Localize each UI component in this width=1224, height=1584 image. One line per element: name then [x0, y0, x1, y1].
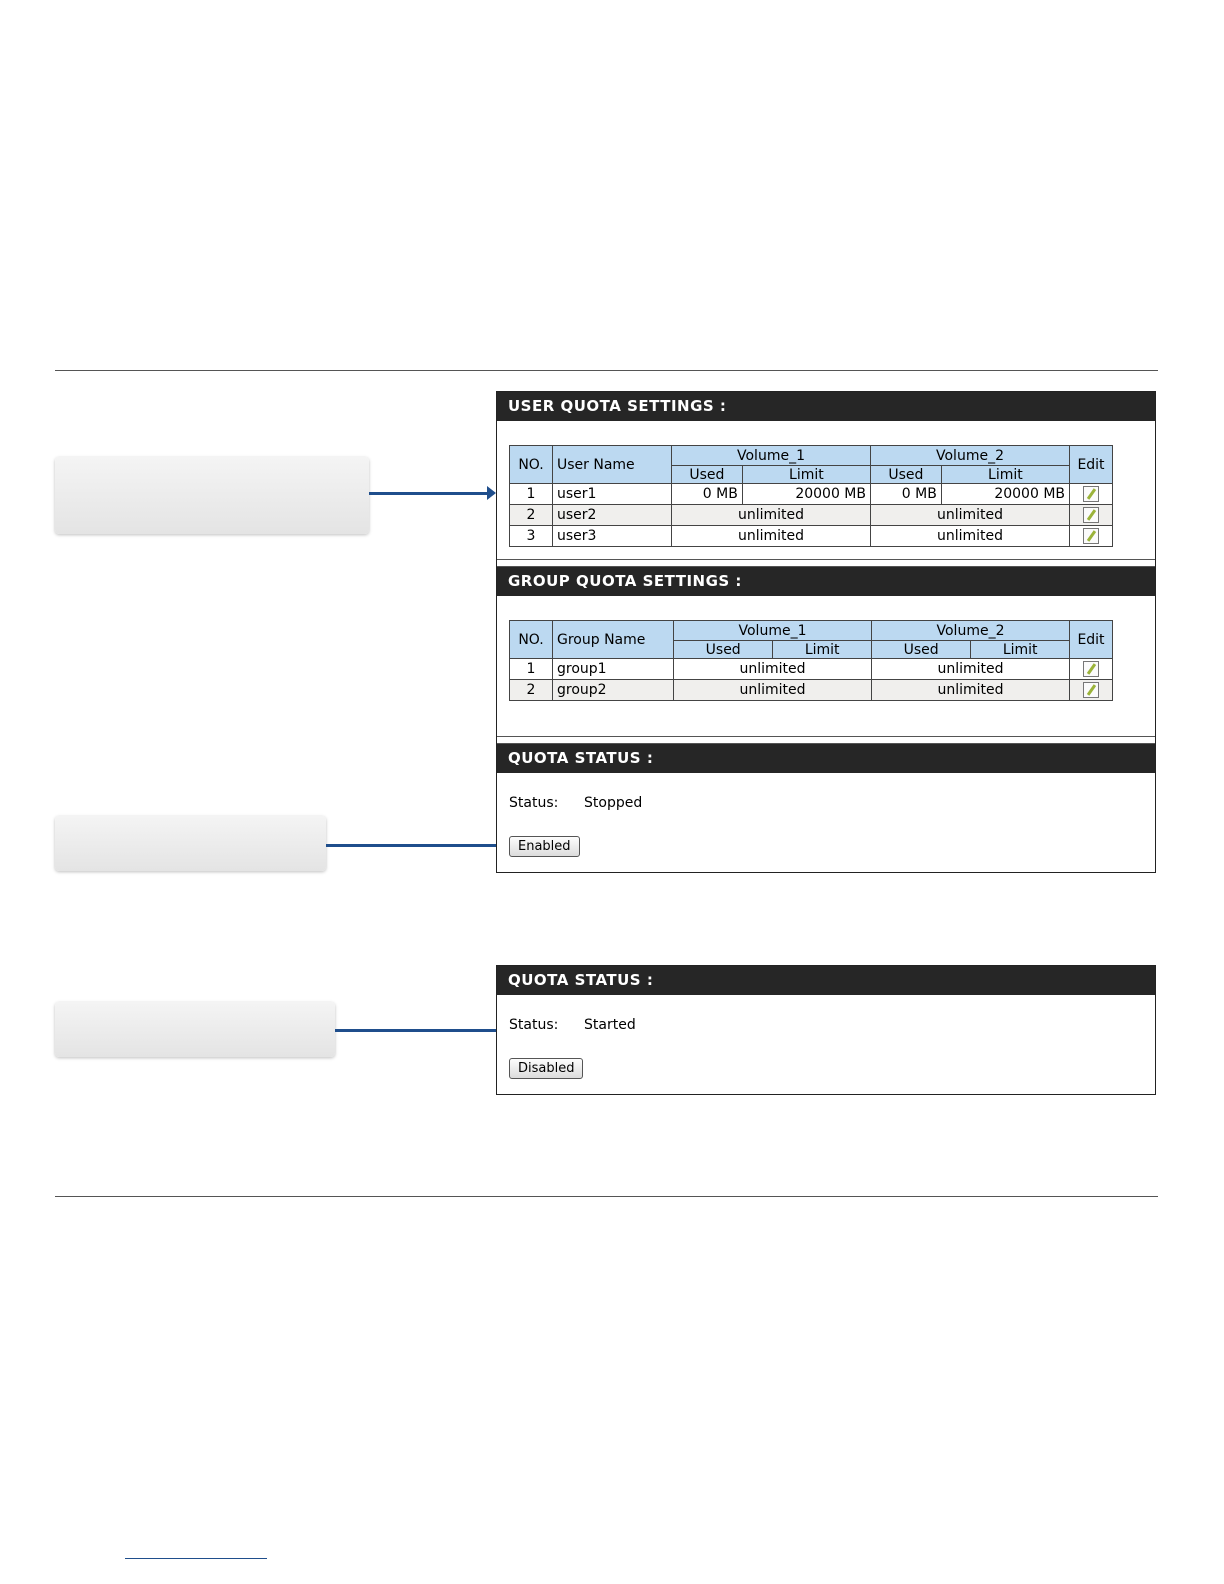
user-quota-title: USER QUOTA SETTINGS :	[497, 392, 1155, 421]
quota-status-title: QUOTA STATUS :	[497, 744, 1155, 773]
col-edit: Edit	[1070, 446, 1113, 484]
col-volume-1: Volume_1	[672, 446, 871, 466]
table-row	[510, 680, 1113, 701]
group-quota-table	[509, 620, 1113, 701]
col-volume-2: Volume_2	[870, 446, 1069, 466]
v2-quota: unlimited	[871, 659, 1069, 680]
section-separator	[497, 559, 1155, 567]
col-edit: Edit	[1070, 621, 1113, 659]
table-row	[510, 484, 1113, 505]
arrow-to-enabled-button	[326, 844, 501, 847]
table-row	[510, 505, 1113, 526]
bottom-divider	[55, 1196, 1158, 1197]
arrow-to-user-table	[369, 492, 489, 495]
row-group-name: group2	[553, 680, 674, 701]
v1-limit: 20000 MB	[742, 484, 870, 505]
edit-pencil-icon[interactable]	[1083, 507, 1099, 523]
callout-box-user-quota	[55, 457, 369, 534]
callout-box-disable	[55, 1002, 335, 1057]
disabled-button[interactable]: Disabled	[509, 1058, 583, 1079]
col-v2-limit: Limit	[941, 466, 1069, 484]
quota-status-panel-2	[496, 965, 1156, 1095]
col-v2-limit: Limit	[971, 641, 1070, 659]
status-value: Started	[584, 1017, 636, 1033]
row-group-name: group1	[553, 659, 674, 680]
edit-pencil-icon[interactable]	[1083, 661, 1099, 677]
col-no: NO.	[510, 621, 553, 659]
v2-limit: 20000 MB	[941, 484, 1069, 505]
arrow-to-status-started	[335, 1029, 501, 1032]
row-no: 1	[510, 659, 553, 680]
status-row	[509, 795, 643, 811]
col-v2-used: Used	[871, 641, 970, 659]
col-group-name: Group Name	[553, 621, 674, 659]
row-no: 1	[510, 484, 553, 505]
v2-quota: unlimited	[870, 505, 1069, 526]
row-no: 3	[510, 526, 553, 547]
col-no: NO.	[510, 446, 553, 484]
col-v1-used: Used	[672, 466, 743, 484]
row-user-name: user2	[553, 505, 672, 526]
footer-link-underline[interactable]	[125, 1558, 267, 1559]
table-row	[510, 659, 1113, 680]
top-divider	[55, 370, 1158, 371]
v1-quota: unlimited	[674, 680, 872, 701]
enabled-button[interactable]: Enabled	[509, 836, 580, 857]
col-v2-used: Used	[870, 466, 941, 484]
col-v1-limit: Limit	[773, 641, 872, 659]
row-no: 2	[510, 505, 553, 526]
col-volume-2: Volume_2	[871, 621, 1069, 641]
v2-quota: unlimited	[871, 680, 1069, 701]
section-separator	[497, 736, 1155, 744]
col-user-name: User Name	[553, 446, 672, 484]
row-user-name: user1	[553, 484, 672, 505]
col-v1-limit: Limit	[742, 466, 870, 484]
v2-used: 0 MB	[870, 484, 941, 505]
v1-quota: unlimited	[674, 659, 872, 680]
col-v1-used: Used	[674, 641, 773, 659]
v1-used: 0 MB	[672, 484, 743, 505]
quota-panel	[496, 391, 1156, 873]
user-quota-table	[509, 445, 1113, 547]
col-volume-1: Volume_1	[674, 621, 872, 641]
row-user-name: user3	[553, 526, 672, 547]
quota-status-title: QUOTA STATUS :	[497, 966, 1155, 995]
status-value: Stopped	[584, 795, 643, 811]
v1-quota: unlimited	[672, 505, 871, 526]
edit-pencil-icon[interactable]	[1083, 682, 1099, 698]
edit-pencil-icon[interactable]	[1083, 486, 1099, 502]
callout-box-enable	[55, 816, 326, 871]
edit-pencil-icon[interactable]	[1083, 528, 1099, 544]
status-label: Status:	[509, 1017, 559, 1033]
v2-quota: unlimited	[870, 526, 1069, 547]
v1-quota: unlimited	[672, 526, 871, 547]
row-no: 2	[510, 680, 553, 701]
table-row	[510, 526, 1113, 547]
status-row	[509, 1017, 636, 1033]
status-label: Status:	[509, 795, 559, 811]
group-quota-title: GROUP QUOTA SETTINGS :	[497, 567, 1155, 596]
